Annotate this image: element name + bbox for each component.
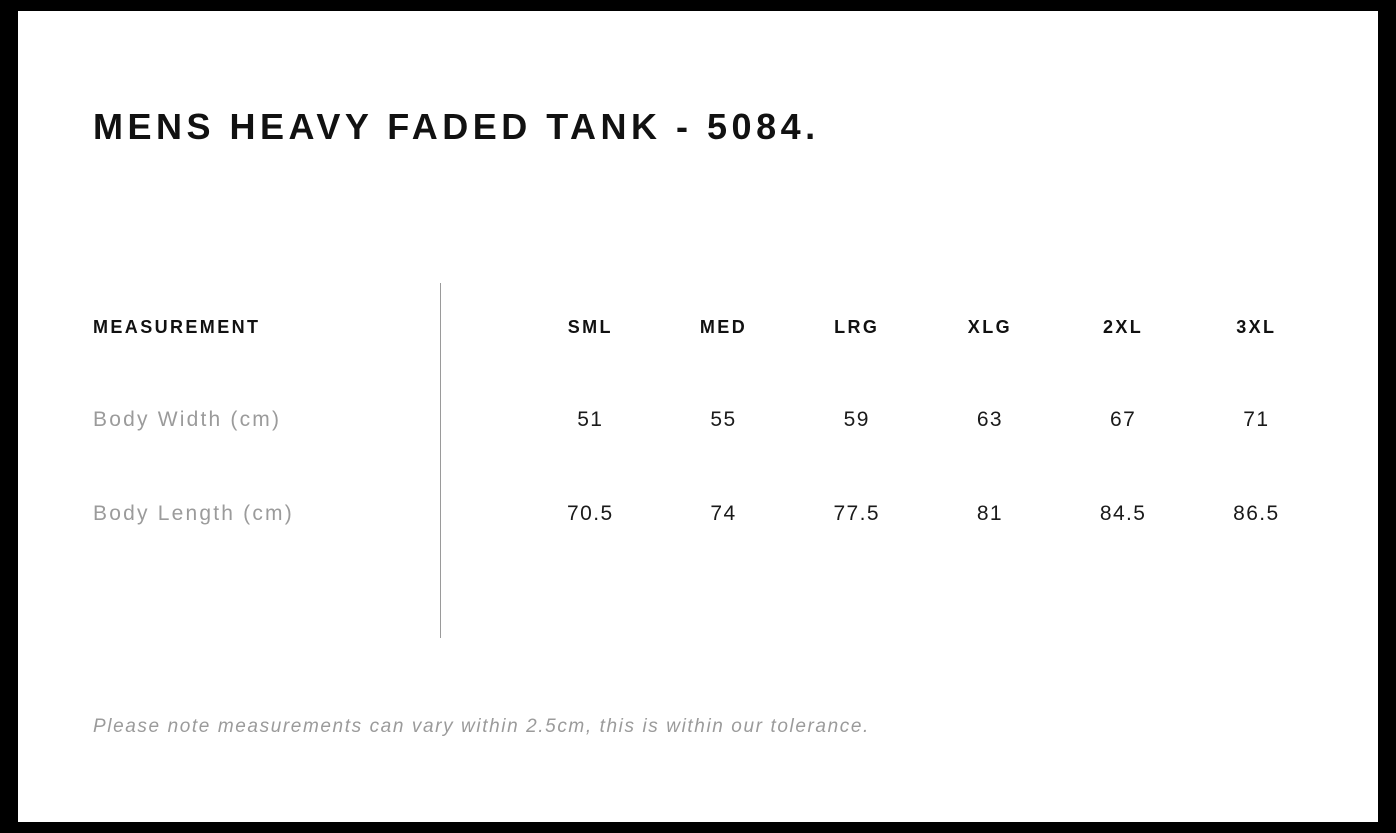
header-size-xlg: XLG (967, 316, 1012, 337)
cell-body-width-xlg: 63 (976, 408, 1003, 431)
size-chart-page (18, 11, 1378, 822)
row-label-body-width: Body Width (cm) (93, 408, 282, 431)
header-size-2xl: 2XL (1102, 316, 1144, 337)
header-size-3xl: 3XL (1236, 316, 1277, 337)
cell-body-length-xlg: 81 (976, 502, 1003, 525)
cell-body-width-sml: 51 (577, 408, 604, 431)
table-row (93, 373, 1323, 467)
cell-body-length-3xl: 86.5 (1233, 502, 1280, 525)
cell-body-width-lrg: 59 (843, 408, 870, 431)
table-row (93, 467, 1323, 561)
cell-body-length-lrg: 77.5 (833, 502, 880, 525)
cell-body-width-3xl: 71 (1243, 408, 1270, 431)
cell-body-length-med: 74 (710, 502, 737, 525)
header-size-med: MED (699, 316, 748, 337)
table-header-row (93, 281, 1323, 373)
page-title: MENS HEAVY FADED TANK - 5084. (93, 106, 820, 147)
cell-body-width-2xl: 67 (1110, 408, 1137, 431)
size-table (93, 281, 1323, 561)
header-size-lrg: LRG (834, 316, 880, 337)
header-size-sml: SML (567, 316, 613, 337)
row-label-body-length: Body Length (cm) (93, 502, 294, 525)
header-measurement: MEASUREMENT (93, 316, 261, 337)
cell-body-length-sml: 70.5 (567, 502, 614, 525)
size-table-container (93, 281, 1323, 561)
tolerance-note: Please note measurements can vary within 2.5cm, this is within our tolerance. (93, 716, 870, 737)
cell-body-length-2xl: 84.5 (1099, 502, 1147, 525)
cell-body-width-med: 55 (710, 408, 737, 431)
